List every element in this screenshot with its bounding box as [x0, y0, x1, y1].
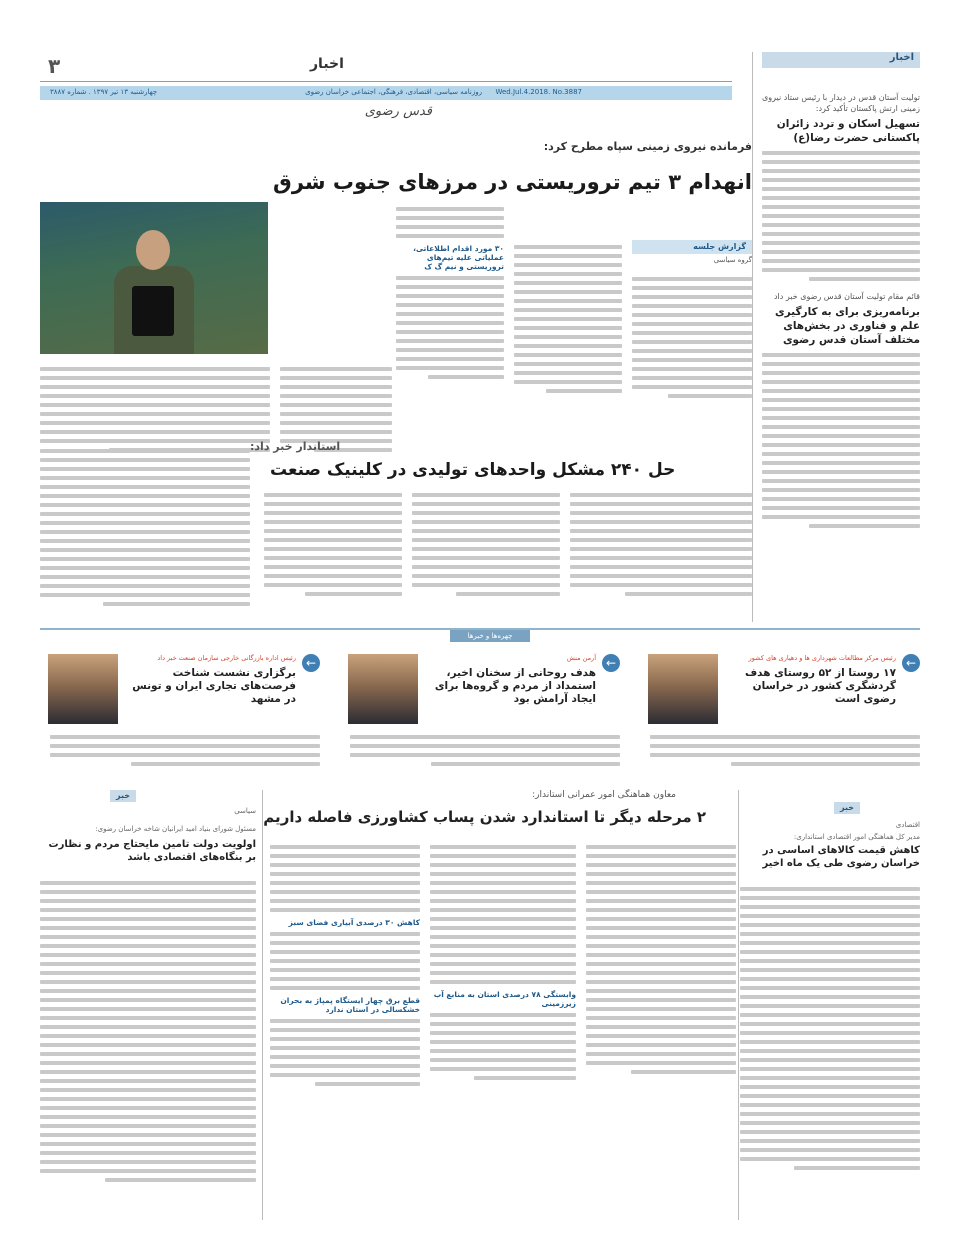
lead-col-2	[514, 240, 622, 398]
category-label: اقتصادی	[895, 821, 920, 829]
news-card-role: رئیس مرکز مطالعات شهرداری ها و دهیاری های کشور	[748, 654, 896, 662]
news-card-body	[650, 730, 920, 771]
news-card-role: آرمن منش	[566, 654, 596, 662]
header-date-en: Wed.Jul.4.2018. No.3887	[495, 88, 582, 96]
news-card-title: ۱۷ روستا از ۵۲ روستای هدف گردشگری کشور در خراسان رضوی است	[744, 667, 896, 705]
header-top-bar	[40, 52, 732, 82]
news-card-body	[350, 730, 620, 771]
article-title[interactable]: کاهش قیمت کالاهای اساسی در خراسان رضوی طی یک ماه اخیر	[762, 845, 920, 869]
lead-subhead: ۳۰ مورد اقدام اطلاعاتی، عملیاتی علیه تیم‌های تروریستی و نیم گ ک	[413, 244, 504, 271]
industry-kicker: استاندار خبر داد:	[250, 440, 341, 453]
column-divider	[262, 790, 263, 1220]
mid-col-3	[270, 840, 420, 1091]
category-label: سیاسی	[234, 807, 256, 815]
lead-article	[40, 140, 752, 440]
header-tagline: روزنامه سیاسی، اقتصادی، فرهنگی، اجتماعی خراسان رضوی	[305, 88, 482, 96]
report-box-label: گزارش جلسه	[632, 240, 752, 254]
mid-col-1	[586, 840, 736, 1079]
page-number: ۳	[48, 54, 61, 78]
portrait-photo	[348, 654, 418, 724]
arrow-left-icon: ←	[902, 654, 920, 672]
news-card-title: هدف روحانی از سخنان اخیر، استمداد از مردم و گروه‌ها برای ایجاد آرامش بود	[434, 667, 596, 705]
news-tab: خبر	[110, 790, 136, 802]
industry-col-3	[412, 488, 560, 601]
news-card-role: رئیس اداره بازرگانی خارجی سازمان صنعت خبر داد	[157, 654, 296, 662]
news-card[interactable]	[40, 654, 320, 766]
sidebar-story2-body	[762, 353, 920, 528]
sidebar	[762, 52, 920, 612]
lead-photo	[40, 202, 268, 354]
news-card-title: برگزاری نشست شناخت فرصت‌های تجاری ایران و تونس در مشهد	[132, 667, 296, 705]
report-author: گروه سیاسی	[713, 256, 752, 264]
article-kicker: معاون هماهنگی امور عمرانی استاندار:	[532, 790, 676, 800]
article-kicker: مسئول شورای بنیاد امید ایرانیان شاخه خراسان رضوی:	[95, 825, 256, 833]
mid-col-2	[430, 840, 576, 1085]
sidebar-story2-title[interactable]: برنامه‌ریزی برای به کارگیری علم و فناوری در بخش‌های مختلف آستان قدس رضوی	[775, 306, 920, 346]
sidebar-story1-title[interactable]: تسهیل اسکان و تردد زائران پاکستانی حضرت رضا(ع)	[776, 118, 920, 144]
industry-headline[interactable]: حل ۲۴۰ مشکل واحدهای تولیدی در کلینیک صنعت	[270, 460, 676, 480]
news-tab: خبر	[834, 802, 860, 814]
news-card-body	[50, 730, 320, 771]
sidebar-story1-body	[762, 151, 920, 281]
lead-col-3	[396, 202, 504, 384]
arrow-left-icon: ←	[302, 654, 320, 672]
mid-subhead: قطع برق چهار ایستگاه پمپاژ به بحران خشکسالی در استان ندارد	[280, 996, 420, 1014]
article-body	[40, 876, 256, 1187]
portrait-photo	[648, 654, 718, 724]
column-divider	[738, 790, 739, 1220]
arrow-left-icon: ←	[602, 654, 620, 672]
bottom-left-article	[40, 790, 256, 1220]
news-card[interactable]	[640, 654, 920, 766]
page-header	[40, 52, 732, 124]
lead-kicker: فرمانده نیروی زمینی سپاه مطرح کرد:	[543, 140, 752, 153]
mid-subhead: کاهش ۳۰ درصدی آبیاری فضای سبز	[288, 918, 420, 927]
article-title[interactable]: اولویت دولت تامین مایحتاج مردم و نظارت بر بنگاه‌های اقتصادی باشد	[48, 839, 256, 863]
article-headline[interactable]: ۲ مرحله دیگر تا استاندارد شدن پساب کشاورزی فاصله داریم	[263, 808, 706, 826]
bottom-right-article	[740, 790, 920, 1220]
lead-headline[interactable]: انهدام ۳ تیم تروریستی در مرزهای جنوب شرق	[273, 170, 752, 194]
faces-news-strip	[40, 628, 920, 768]
bottom-mid-article	[263, 790, 736, 1220]
sidebar-label: اخبار	[762, 52, 920, 68]
industry-col-left	[40, 444, 250, 611]
newspaper-logo: قدس رضوی	[364, 104, 432, 119]
strip-label: چهره‌ها و خبرها	[450, 630, 530, 642]
article-body	[740, 882, 920, 1175]
industry-article	[40, 440, 752, 620]
industry-col-2	[264, 488, 402, 601]
portrait-photo	[48, 654, 118, 724]
mid-subhead: وابستگی ۷۸ درصدی استان به منابع آب زیرزمینی	[433, 990, 576, 1008]
column-divider	[752, 52, 753, 622]
news-card[interactable]	[340, 654, 620, 766]
article-kicker: مدیر کل هماهنگی امور اقتصادی استانداری:	[793, 833, 920, 841]
section-title: اخبار	[310, 56, 344, 72]
header-date-fa: چهارشنبه ۱۳ تیر ۱۳۹۷ . شماره ۳۸۸۷	[50, 88, 158, 96]
sidebar-story2-kicker: قائم مقام تولیت آستان قدس رضوی خبر داد	[773, 292, 920, 301]
lead-col-1	[632, 272, 752, 403]
sidebar-story1-kicker: تولیت آستان قدس در دیدار با رئیس ستاد نیروی زمینی ارتش پاکستان تأکید کرد:	[761, 93, 920, 113]
industry-col-4	[570, 488, 752, 601]
